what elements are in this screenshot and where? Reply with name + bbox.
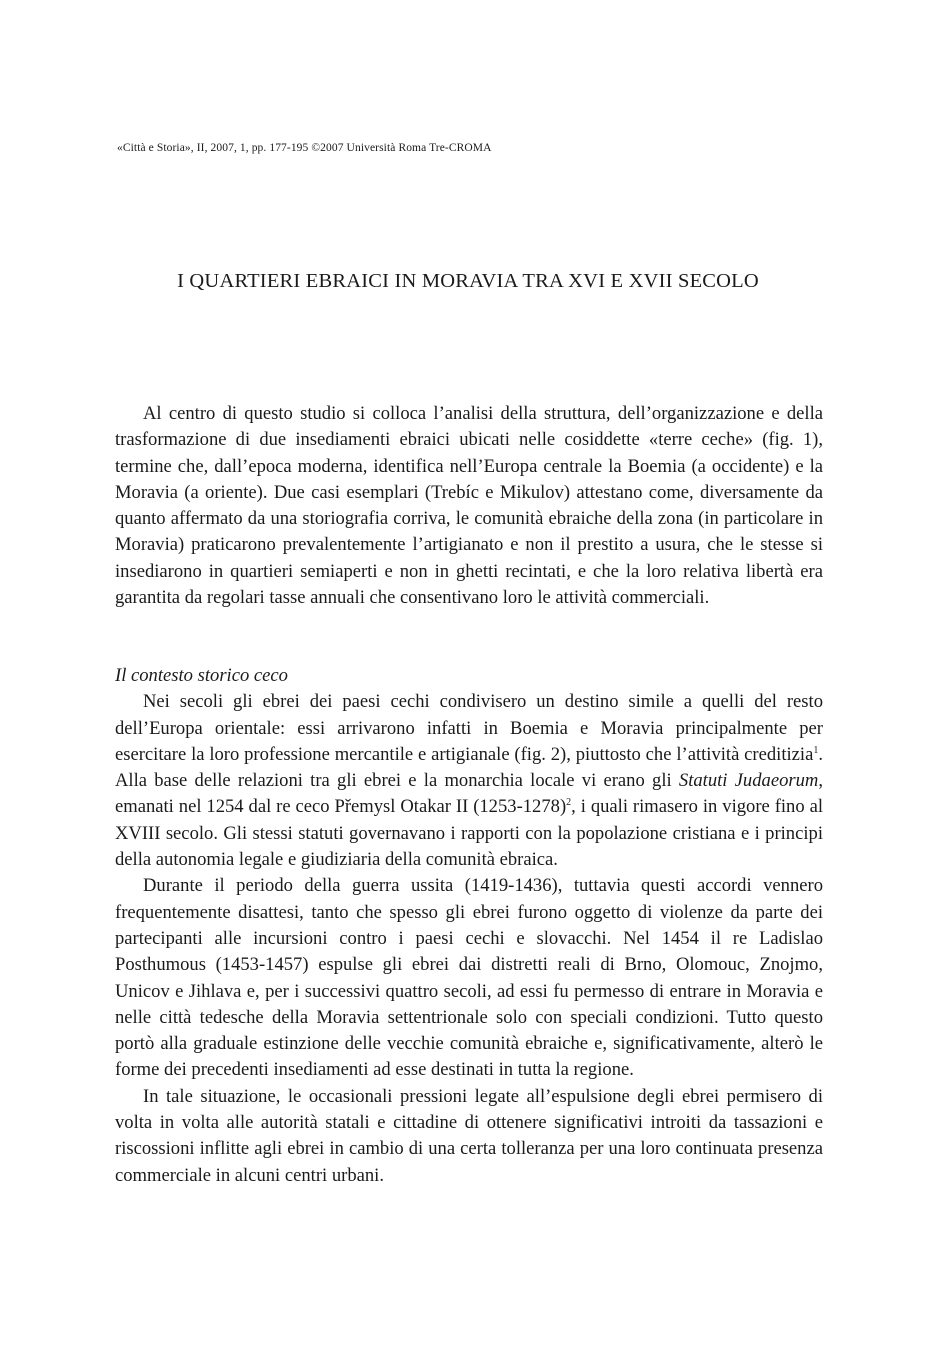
section-heading: Il contesto storico ceco	[115, 665, 288, 686]
paragraph-text: . Alla base delle relazioni tra gli ebrei e la monarchia locale vi erano gli	[115, 743, 823, 792]
paragraph-text: , emanati nel 1254 dal re ceco Přemysl Otakar II (1253-1278)	[115, 770, 823, 818]
running-head: «Città e Storia», II, 2007, 1, pp. 177-195 ©2007 Università Roma Tre-CROMA	[117, 142, 492, 154]
italic-title: Statuti Judaeorum	[678, 770, 819, 792]
paragraph-text: Nei secoli gli ebrei dei paesi cechi condivisero un destino simile a quelli del resto dell’Europa orientale: essi arrivarono infatti in Boemia e Moravia principalmente per esercitare la loro professione mercantile e artigianale (fig. 2), piuttosto che l’attività creditizia	[115, 691, 823, 765]
abstract-paragraph: Al centro di questo studio si colloca l’analisi della struttura, dell’organizzazione e della trasformazione di due insediamenti ebraici ubicati nelle cosiddette «terre ceche» (fig. 1), termine che, dall’epoca moderna, identifica nell’Europa centrale la Boemia (a occidente) e la Moravia (a oriente). Due casi esemplari (Trebíc e Mikulov) attestano come, diversamente da quanto affermato da una storiografia corriva, le comunità ebraiche della zona (in particolare in Moravia) praticarono prevalentemente l’artigianato e non il prestito a usura, che le stesse si insediarono in quartieri semiaperti e non in ghetti recintati, e che la loro relativa libertà era garantita da regolari tasse annuali che consentivano loro le attività commerciali.	[115, 403, 823, 609]
paragraph-text: , i quali rimasero in vigore fino al XVIII secolo. Gli stessi statuti governavano i rapporti con la popolazione cristiana e i principi della autonomia legale e giudiziaria della comunità ebraica.	[115, 796, 823, 871]
body-paragraph-2: Durante il periodo della guerra ussita (1419-1436), tuttavia questi accordi vennero frequentemente disattesi, tanto che spesso gli ebrei furono oggetto di violenze da parte dei partecipanti alle incursioni contro i paesi cechi e slovacchi. Nel 1454 il re Ladislao Posthumous (1453-1457) espulse gli ebrei dai distretti reali di Brno, Olomouc, Znojmo, Unicov e Jihlava e, per i successivi quattro secoli, ad essi fu permesso di entrare in Moravia e nelle città tedesche della Moravia settentrionale solo con speciali condizioni. Tutto questo portò alla graduale estinzione delle vecchie comunità ebraiche e, significativamente, alterò le forme dei precedenti insediamenti ad esse destinati in tutta la regione.	[115, 875, 823, 1081]
section-contesto-storico	[115, 663, 823, 1189]
body-paragraph-3: In tale situazione, le occasionali pressioni legate all’espulsione degli ebrei permisero di volta in volta alle autorità statali e cittadine di ottenere significativi introiti da tassazioni e riscossioni inflitte agli ebrei in cambio di una certa tolleranza per una loro continuata presenza commerciale in alcuni centri urbani.	[115, 1085, 823, 1186]
footnote-ref-1[interactable]: 1	[813, 744, 819, 756]
article-title: I QUARTIERI EBRAICI IN MORAVIA TRA XVI E XVII SECOLO	[177, 270, 759, 292]
footnote-ref-2[interactable]: 2	[566, 797, 572, 809]
abstract	[115, 401, 823, 611]
body-paragraph-1	[115, 689, 823, 873]
